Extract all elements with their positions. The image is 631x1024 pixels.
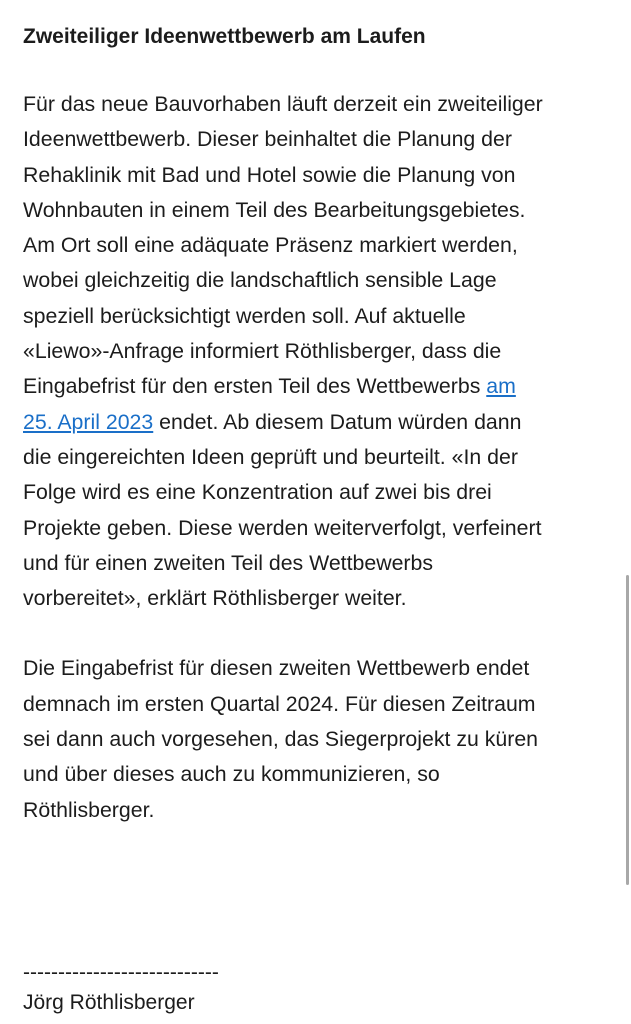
- paragraph-2-line: Die Eingabefrist für diesen zweiten Wettbewerb endet: [23, 656, 530, 681]
- paragraph-1-line: «Liewo»-Anfrage informiert Röthlisberger, dass die: [23, 339, 502, 364]
- paragraph-1-line: Für das neue Bauvorhaben läuft derzeit ein zweiteiliger: [23, 92, 543, 116]
- paragraph-1-line: Ideenwettbewerb. Dieser beinhaltet die Planung der: [23, 127, 512, 152]
- paragraph-1-line: Rehaklinik mit Bad und Hotel sowie die Planung von: [23, 162, 516, 187]
- paragraph-1-line: Wohnbauten in einem Teil des Bearbeitungsgebietes.: [23, 197, 526, 222]
- paragraph-1-text: Eingabefrist für den ersten Teil des Wettbewerbs: [23, 374, 487, 399]
- paragraph-1: [23, 87, 613, 616]
- article-body: [23, 22, 613, 828]
- paragraph-1-line: Projekte geben. Diese werden weiterverfolgt, verfeinert: [23, 515, 542, 540]
- paragraph-2-line: und über dieses auch zu kommunizieren, so: [23, 762, 440, 787]
- paragraph-1-text: endet. Ab diesem Datum würden dann: [153, 409, 522, 434]
- paragraph-2-line: Röthlisberger.: [23, 797, 155, 822]
- signature-block: [23, 958, 219, 1018]
- paragraph-1-line: und für einen zweiten Teil des Wettbewerbs: [23, 550, 434, 575]
- paragraph-2: [23, 651, 613, 827]
- paragraph-2-line: demnach im ersten Quartal 2024. Für diesen Zeitraum: [23, 691, 536, 716]
- paragraph-1-line: speziell berücksichtigt werden soll. Auf aktuelle: [23, 303, 466, 328]
- date-link-part-2[interactable]: 25. April 2023: [23, 409, 154, 434]
- paragraph-1-line: vorbereitet», erklärt Röthlisberger weiter.: [23, 586, 407, 611]
- signature-name: Jörg Röthlisberger: [23, 991, 195, 1014]
- paragraph-2-line: sei dann auch vorgesehen, das Siegerprojekt zu küren: [23, 727, 539, 752]
- paragraph-1-line: wobei gleichzeitig die landschaftlich sensible Lage: [23, 268, 497, 293]
- signature-separator: ----------------------------: [23, 961, 219, 984]
- paragraph-1-line: Am Ort soll eine adäquate Präsenz markiert werden,: [23, 233, 518, 258]
- paragraph-1-line: Folge wird es eine Konzentration auf zwei bis drei: [23, 480, 492, 505]
- paragraph-1-line: die eingereichten Ideen geprüft und beurteilt. «In der: [23, 444, 518, 469]
- article-heading: Zweiteiliger Ideenwettbewerb am Laufen: [23, 25, 426, 48]
- scrollbar[interactable]: [626, 575, 629, 885]
- date-link-part-1[interactable]: am: [486, 374, 516, 399]
